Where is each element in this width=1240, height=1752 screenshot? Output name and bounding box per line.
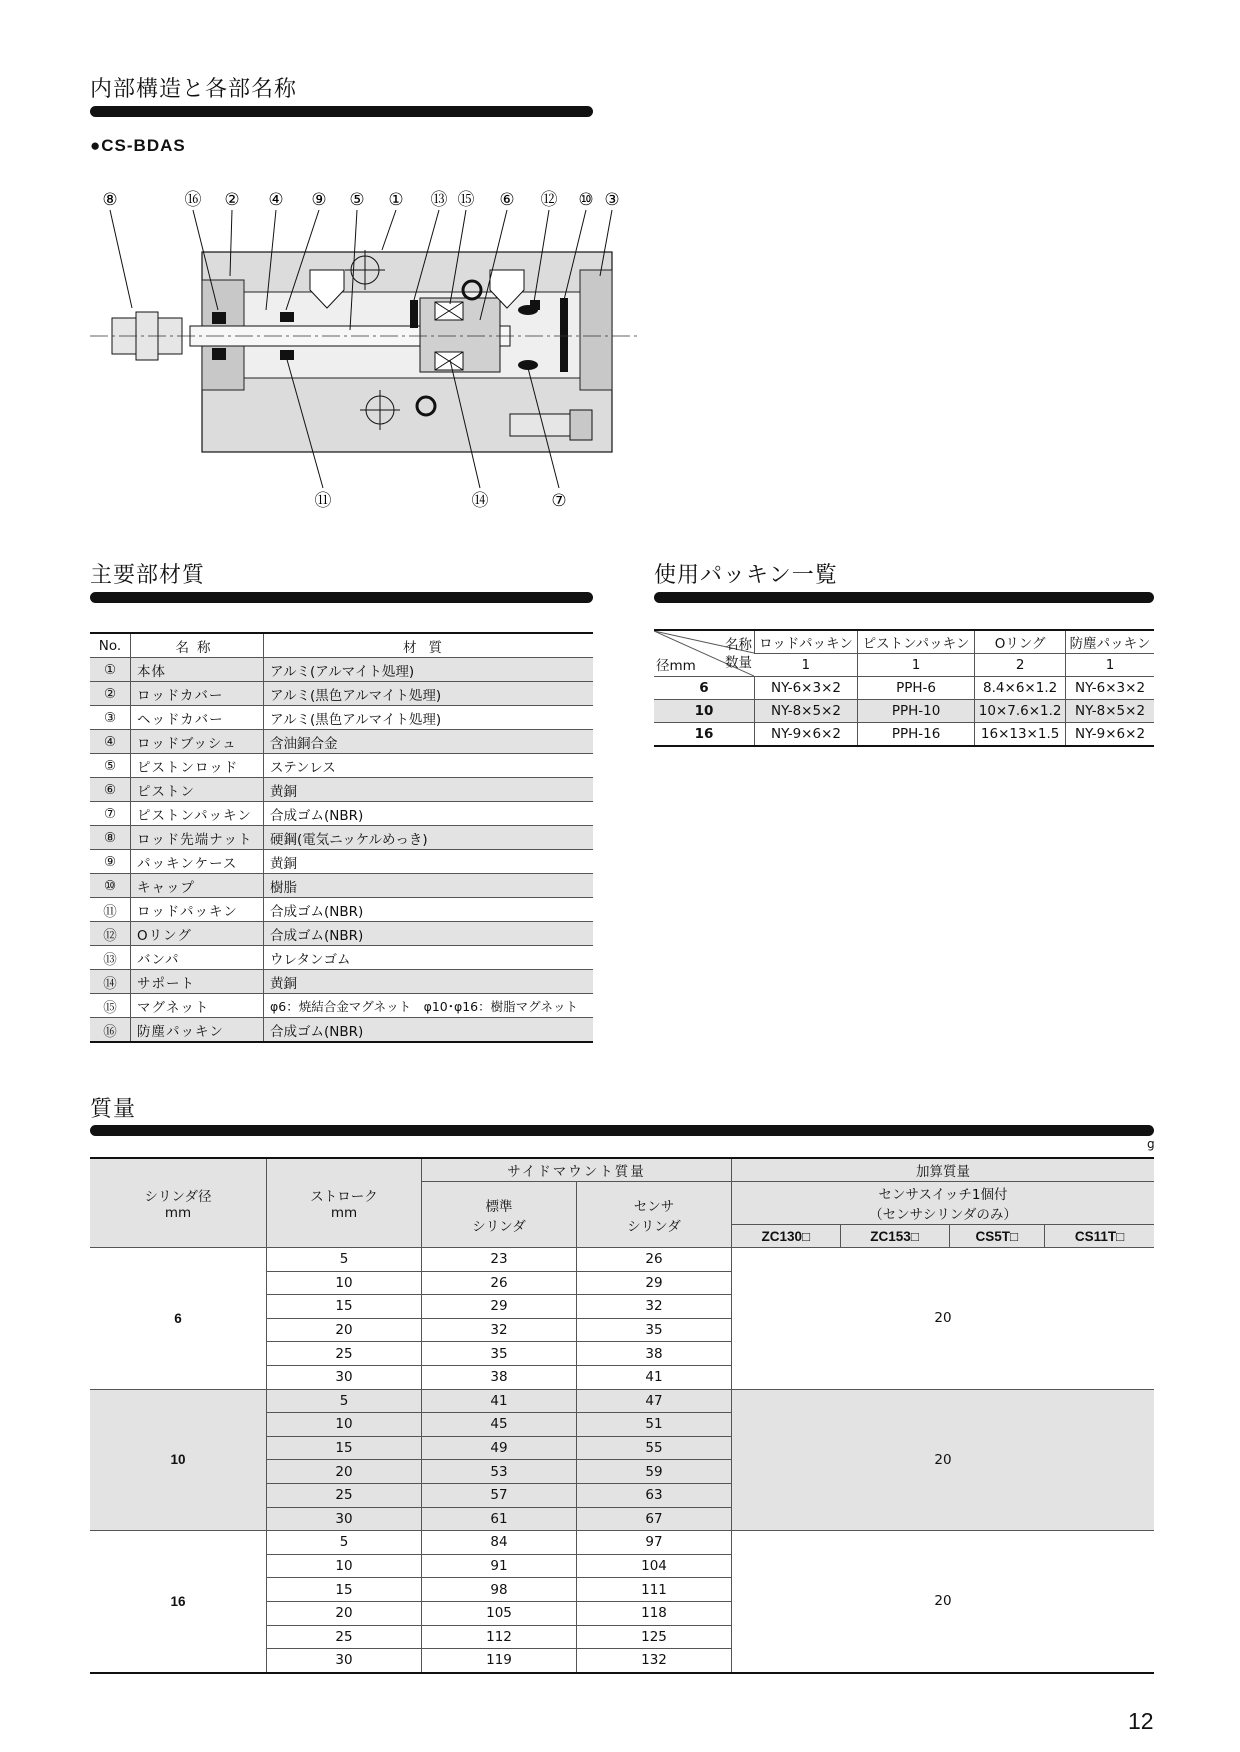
mass-standard: 105: [422, 1601, 577, 1625]
callout-12: ⑫: [540, 190, 558, 210]
structure-title-bar: [90, 106, 593, 117]
materials-no: ③: [90, 706, 131, 730]
table-row: [90, 682, 593, 706]
materials-material: 合成ゴム(NBR): [264, 922, 594, 946]
mass-sensor: 67: [577, 1507, 732, 1531]
mass-header-sensor: センサ シリンダ: [577, 1182, 732, 1248]
mass-additional: 20: [732, 1531, 1155, 1673]
mass-header-switch: ZC153□: [840, 1225, 949, 1248]
mass-stroke: 30: [267, 1365, 422, 1389]
materials-name: ピストン: [131, 778, 264, 802]
mass-stroke: 15: [267, 1295, 422, 1319]
packing-qty: 2: [975, 654, 1066, 677]
mass-stroke: 30: [267, 1507, 422, 1531]
mass-standard: 91: [422, 1554, 577, 1578]
packing-value: PPH-10: [857, 700, 974, 723]
mass-standard: 119: [422, 1649, 577, 1673]
mass-header-switch: CS11T□: [1045, 1225, 1154, 1248]
mass-header-with-switch: センサスイッチ1個付 （センサシリンダのみ）: [732, 1182, 1155, 1225]
materials-no: ⑨: [90, 850, 131, 874]
table-row: [90, 874, 593, 898]
callout-8: ⑧: [102, 190, 118, 210]
mass-sensor: 59: [577, 1460, 732, 1484]
materials-name: ピストンパッキン: [131, 802, 264, 826]
materials-name: ロッドカバー: [131, 682, 264, 706]
mass-sensor: 32: [577, 1295, 732, 1319]
materials-no: ⑮: [90, 994, 131, 1018]
materials-material: 黄銅: [264, 970, 594, 994]
packing-bore: 16: [654, 723, 755, 747]
materials-name: Oリング: [131, 922, 264, 946]
table-row: [90, 754, 593, 778]
table-row: [654, 700, 1154, 723]
materials-name: ヘッドカバー: [131, 706, 264, 730]
callout-6: ⑥: [499, 190, 515, 210]
mass-standard: 32: [422, 1318, 577, 1342]
mass-sensor: 29: [577, 1271, 732, 1295]
callout-11: ⑪: [314, 491, 332, 511]
packing-value: 8.4×6×1.2: [975, 677, 1066, 700]
table-row: [90, 898, 593, 922]
mass-standard: 26: [422, 1271, 577, 1295]
table-row: [90, 994, 593, 1018]
packing-corner-bore: 径mm: [656, 658, 696, 674]
mass-standard: 45: [422, 1413, 577, 1437]
mass-stroke: 20: [267, 1318, 422, 1342]
materials-title-bar: [90, 592, 593, 603]
mass-header-stroke-label: ストローク: [310, 1189, 378, 1205]
mass-standard: 29: [422, 1295, 577, 1319]
callout-9: ⑨: [311, 190, 327, 210]
packing-col-oring: Oリング: [975, 630, 1066, 654]
mass-stroke: 30: [267, 1649, 422, 1673]
table-row: [654, 723, 1154, 747]
materials-name: ロッド先端ナット: [131, 826, 264, 850]
mass-stroke: 25: [267, 1342, 422, 1366]
packing-value: 10×7.6×1.2: [975, 700, 1066, 723]
packing-corner-qty: 数量: [725, 655, 752, 671]
materials-table: [90, 632, 593, 1043]
page-number: 12: [1128, 1708, 1154, 1734]
mass-sensor: 35: [577, 1318, 732, 1342]
materials-no: ⑩: [90, 874, 131, 898]
materials-title: 主要部材質: [90, 563, 206, 588]
packing-header-row: [654, 630, 1154, 654]
materials-header-material: 材質: [264, 633, 594, 658]
table-row: [90, 826, 593, 850]
mass-table: [90, 1157, 1154, 1674]
table-row: [90, 1389, 1154, 1413]
materials-material: 黄銅: [264, 778, 594, 802]
table-row: [90, 970, 593, 994]
mass-standard: 49: [422, 1436, 577, 1460]
mass-sensor: 63: [577, 1483, 732, 1507]
packing-title: 使用パッキン一覧: [654, 563, 838, 588]
materials-material: 含油銅合金: [264, 730, 594, 754]
mass-standard: 57: [422, 1483, 577, 1507]
mass-standard: 38: [422, 1365, 577, 1389]
packing-value: NY-8×5×2: [1066, 700, 1154, 723]
mass-standard: 35: [422, 1342, 577, 1366]
materials-name: サポート: [131, 970, 264, 994]
packing-value: NY-9×6×2: [1066, 723, 1154, 747]
mass-sensor: 111: [577, 1578, 732, 1602]
mass-sensor: 51: [577, 1413, 732, 1437]
mass-sensor: 104: [577, 1554, 732, 1578]
materials-no: ④: [90, 730, 131, 754]
table-row: [90, 778, 593, 802]
table-row: [90, 658, 593, 682]
mass-stroke: 15: [267, 1436, 422, 1460]
callout-14: ⑭: [471, 491, 489, 511]
materials-material: φ6：焼結合金マグネット φ10･φ16：樹脂マグネット: [264, 994, 594, 1018]
mass-header-bore-unit: mm: [164, 1205, 192, 1221]
packing-col-dust: 防塵パッキン: [1066, 630, 1154, 654]
materials-name: ピストンロッド: [131, 754, 264, 778]
mass-additional: 20: [732, 1248, 1155, 1390]
callout-5: ⑤: [349, 190, 365, 210]
callout-15: ⑮: [457, 190, 475, 210]
table-row: [90, 1531, 1154, 1555]
callout-3: ③: [604, 190, 620, 210]
mass-sensor: 26: [577, 1248, 732, 1272]
mass-stroke: 20: [267, 1460, 422, 1484]
mass-standard: 84: [422, 1531, 577, 1555]
mass-sensor: 125: [577, 1625, 732, 1649]
table-row: [90, 850, 593, 874]
materials-name: キャップ: [131, 874, 264, 898]
mass-header-bore: [90, 1158, 267, 1248]
materials-name: 本体: [131, 658, 264, 682]
table-row: [90, 922, 593, 946]
packing-bore: 10: [654, 700, 755, 723]
mass-title-bar: [90, 1125, 1154, 1136]
mass-additional: 20: [732, 1389, 1155, 1531]
mass-sensor: 132: [577, 1649, 732, 1673]
materials-no: ⑬: [90, 946, 131, 970]
mass-standard: 112: [422, 1625, 577, 1649]
mass-standard: 98: [422, 1578, 577, 1602]
packing-qty: 1: [857, 654, 974, 677]
materials-material: 樹脂: [264, 874, 594, 898]
materials-name: ロッドパッキン: [131, 898, 264, 922]
callout-1: ①: [388, 190, 404, 210]
materials-material: 硬鋼(電気ニッケルめっき): [264, 826, 594, 850]
materials-material: 合成ゴム(NBR): [264, 802, 594, 826]
materials-material: ウレタンゴム: [264, 946, 594, 970]
packing-value: NY-9×6×2: [755, 723, 858, 747]
materials-material: ステンレス: [264, 754, 594, 778]
mass-standard: 23: [422, 1248, 577, 1272]
packing-corner-cell: [654, 630, 755, 677]
table-row: [90, 706, 593, 730]
mass-header-standard: 標準 シリンダ: [422, 1182, 577, 1248]
mass-sensor: 118: [577, 1601, 732, 1625]
table-row: [90, 1018, 593, 1043]
callout-10: ⑩: [578, 190, 594, 210]
mass-sensor: 41: [577, 1365, 732, 1389]
packing-qty: 1: [755, 654, 858, 677]
materials-name: マグネット: [131, 994, 264, 1018]
materials-material: 合成ゴム(NBR): [264, 898, 594, 922]
callout-16: ⑯: [184, 190, 202, 210]
packing-qty: 1: [1066, 654, 1154, 677]
packing-corner-name: 名称: [725, 637, 752, 653]
materials-header-row: [90, 633, 593, 658]
callout-4: ④: [268, 190, 284, 210]
mass-title: 質量: [90, 1097, 137, 1122]
packing-value: NY-6×3×2: [1066, 677, 1154, 700]
materials-no: ⑤: [90, 754, 131, 778]
mass-header-bore-label: シリンダ径: [144, 1189, 212, 1205]
mass-stroke: 20: [267, 1601, 422, 1625]
mass-stroke: 15: [267, 1578, 422, 1602]
packing-value: PPH-6: [857, 677, 974, 700]
callout-13: ⑬: [430, 190, 448, 210]
materials-no: ⑪: [90, 898, 131, 922]
materials-no: ②: [90, 682, 131, 706]
materials-header-name: 名称: [131, 633, 264, 658]
table-row: [654, 677, 1154, 700]
materials-no: ⑦: [90, 802, 131, 826]
packing-col-rod: ロッドパッキン: [755, 630, 858, 654]
mass-stroke: 5: [267, 1389, 422, 1413]
materials-material: 合成ゴム(NBR): [264, 1018, 594, 1043]
materials-no: ⑭: [90, 970, 131, 994]
packing-col-piston: ピストンパッキン: [857, 630, 974, 654]
materials-material: アルミ(アルマイト処理): [264, 658, 594, 682]
mass-unit: g: [1147, 1137, 1155, 1151]
table-row: [90, 1248, 1154, 1272]
mass-header-switch: ZC130□: [732, 1225, 841, 1248]
mass-standard: 41: [422, 1389, 577, 1413]
materials-no: ⑯: [90, 1018, 131, 1043]
packing-table: [654, 629, 1154, 747]
mass-stroke: 25: [267, 1483, 422, 1507]
materials-material: アルミ(黒色アルマイト処理): [264, 682, 594, 706]
mass-stroke: 5: [267, 1531, 422, 1555]
materials-material: 黄銅: [264, 850, 594, 874]
mass-stroke: 10: [267, 1554, 422, 1578]
mass-header-side-mount: サイドマウント質量: [422, 1158, 732, 1182]
packing-bore: 6: [654, 677, 755, 700]
materials-no: ⑫: [90, 922, 131, 946]
mass-standard: 61: [422, 1507, 577, 1531]
mass-stroke: 5: [267, 1248, 422, 1272]
materials-header-no: No.: [90, 633, 131, 658]
mass-header-stroke-unit: mm: [330, 1205, 358, 1221]
mass-sensor: 38: [577, 1342, 732, 1366]
packing-value: NY-8×5×2: [755, 700, 858, 723]
mass-stroke: 10: [267, 1271, 422, 1295]
packing-value: PPH-16: [857, 723, 974, 747]
materials-material: アルミ(黒色アルマイト処理): [264, 706, 594, 730]
packing-value: NY-6×3×2: [755, 677, 858, 700]
structure-title: 内部構造と各部名称: [90, 77, 298, 102]
table-row: [90, 730, 593, 754]
mass-sensor: 47: [577, 1389, 732, 1413]
mass-header-switch: CS5T□: [949, 1225, 1045, 1248]
table-row: [90, 802, 593, 826]
callout-7: ⑦: [551, 491, 567, 511]
packing-title-bar: [654, 592, 1154, 603]
materials-name: パッキンケース: [131, 850, 264, 874]
materials-no: ⑧: [90, 826, 131, 850]
materials-no: ①: [90, 658, 131, 682]
packing-value: 16×13×1.5: [975, 723, 1066, 747]
materials-name: 防塵パッキン: [131, 1018, 264, 1043]
mass-sensor: 55: [577, 1436, 732, 1460]
materials-no: ⑥: [90, 778, 131, 802]
mass-stroke: 10: [267, 1413, 422, 1437]
mass-header-row-1: [90, 1158, 1154, 1182]
materials-name: バンパ: [131, 946, 264, 970]
mass-sensor: 97: [577, 1531, 732, 1555]
mass-bore: 16: [90, 1531, 267, 1673]
mass-bore: 10: [90, 1389, 267, 1531]
mass-header-additional: 加算質量: [732, 1158, 1155, 1182]
callout-2: ②: [224, 190, 240, 210]
table-row: [90, 946, 593, 970]
mass-bore: 6: [90, 1248, 267, 1390]
mass-standard: 53: [422, 1460, 577, 1484]
cylinder-cross-section-diagram: [90, 180, 650, 520]
materials-name: ロッドブッシュ: [131, 730, 264, 754]
mass-header-stroke: [267, 1158, 422, 1248]
mass-stroke: 25: [267, 1625, 422, 1649]
model-label: ●CS-BDAS: [90, 136, 186, 155]
